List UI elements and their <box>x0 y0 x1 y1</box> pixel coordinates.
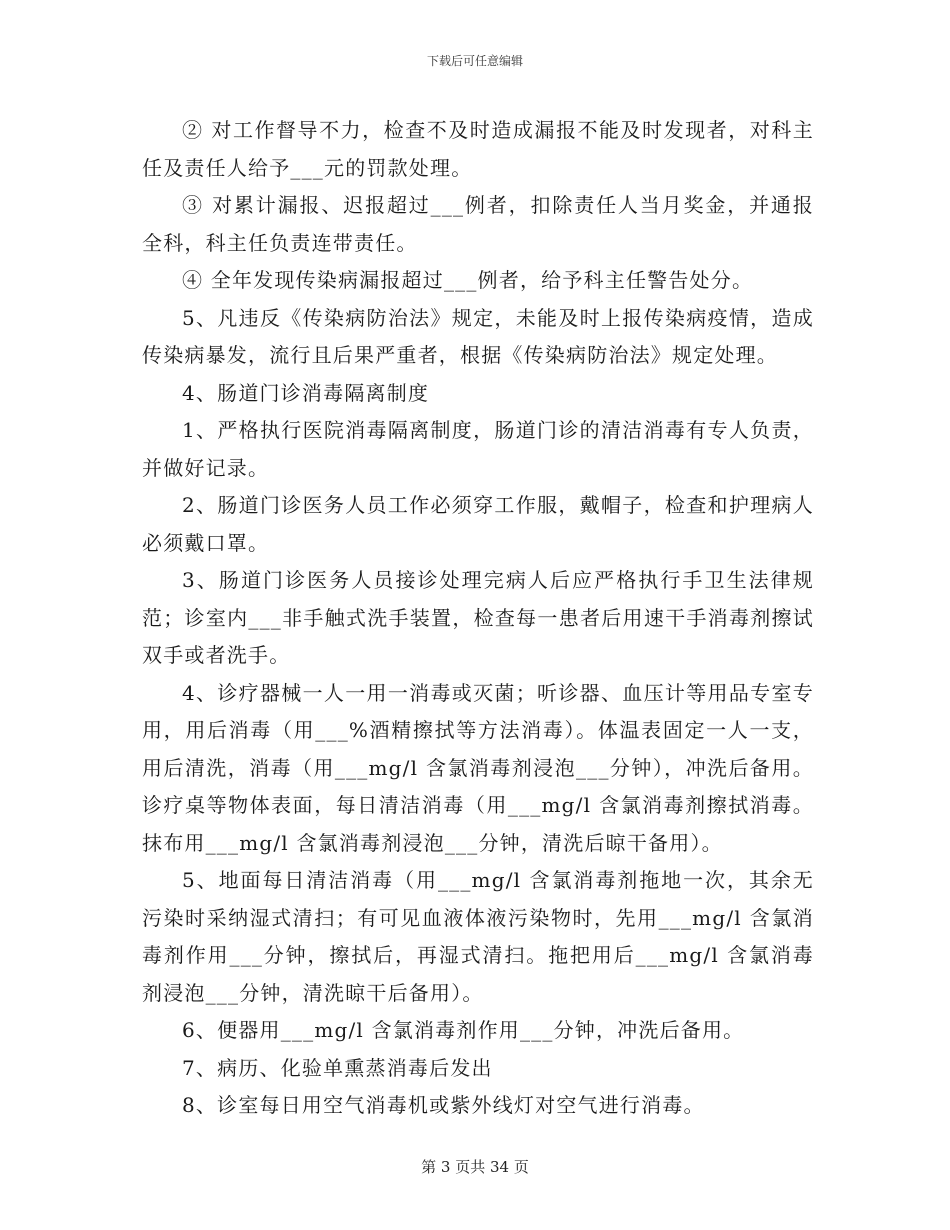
section-heading: 4、肠道门诊消毒隔离制度 <box>182 380 430 405</box>
paragraph-rule-3: 3、肠道门诊医务人员接诊处理完病人后应严格执行手卫生法律规范；诊室内___非手触式洗手装置，检查每一患者后用速干手消毒剂擦试双手或者洗手。 <box>142 568 814 667</box>
page-header-note: 下载后可任意编辑 <box>426 54 523 68</box>
paragraph-item-4-penalty: ④ 全年发现传染病漏报超过___例者，给予科主任警告处分。 <box>182 268 754 292</box>
paragraph-item-2-penalty: ② 对工作督导不力，检查不及时造成漏报不能及时发现者，对科主任及责任人给予___元的罚款处理。 <box>142 118 814 180</box>
paragraph-rule-1: 1、严格执行医院消毒隔离制度，肠道门诊的清洁消毒有专人负责，并做好记录。 <box>142 418 814 480</box>
document-body <box>142 112 814 1125</box>
paragraph-rule-5-floor: 5、地面每日清洁消毒（用___mg/l 含氯消毒剂拖地一次，其余无污染时采纳湿式清扫；有可见血液体液污染物时，先用___mg/l 含氯消毒剂作用___分钟，擦拭后，再湿式清扫。拖把用后___mg/l 含氯消毒剂浸泡___分钟，清洗晾干后备用）。 <box>142 868 814 1005</box>
paragraph-rule-6: 6、便器用___mg/l 含氯消毒剂作用___分钟，冲洗后备用。 <box>182 1018 745 1042</box>
paragraph-rule-8: 8、诊室每日用空气消毒机或紫外线灯对空气进行消毒。 <box>182 1093 705 1117</box>
paragraph-item-3-penalty: ③ 对累计漏报、迟报超过___例者，扣除责任人当月奖金，并通报全科，科主任负责连带责任。 <box>142 193 814 255</box>
page-number: 第 3 页共 34 页 <box>421 1158 529 1176</box>
paragraph-rule-2: 2、肠道门诊医务人员工作必须穿工作服，戴帽子，检查和护理病人必须戴口罩。 <box>142 493 814 555</box>
paragraph-rule-4: 4、诊疗器械一人一用一消毒或灭菌；听诊器、血压计等用品专室专用，用后消毒（用___%酒精擦拭等方法消毒）。体温表固定一人一支，用后清洗，消毒（用___mg/l 含氯消毒剂浸泡___分钟），冲洗后备用。诊疗桌等物体表面，每日清洁消毒（用___mg/l 含氯消毒剂擦拭消毒。抹布用___mg/l 含氯消毒剂浸泡___分钟，清洗后晾干备用）。 <box>142 680 814 855</box>
paragraph-rule-7: 7、病历、化验单熏蒸消毒后发出 <box>182 1055 493 1080</box>
paragraph-rule-5: 5、凡违反《传染病防治法》规定，未能及时上报传染病疫情，造成传染病暴发，流行且后果严重者，根据《传染病防治法》规定处理。 <box>142 305 814 367</box>
